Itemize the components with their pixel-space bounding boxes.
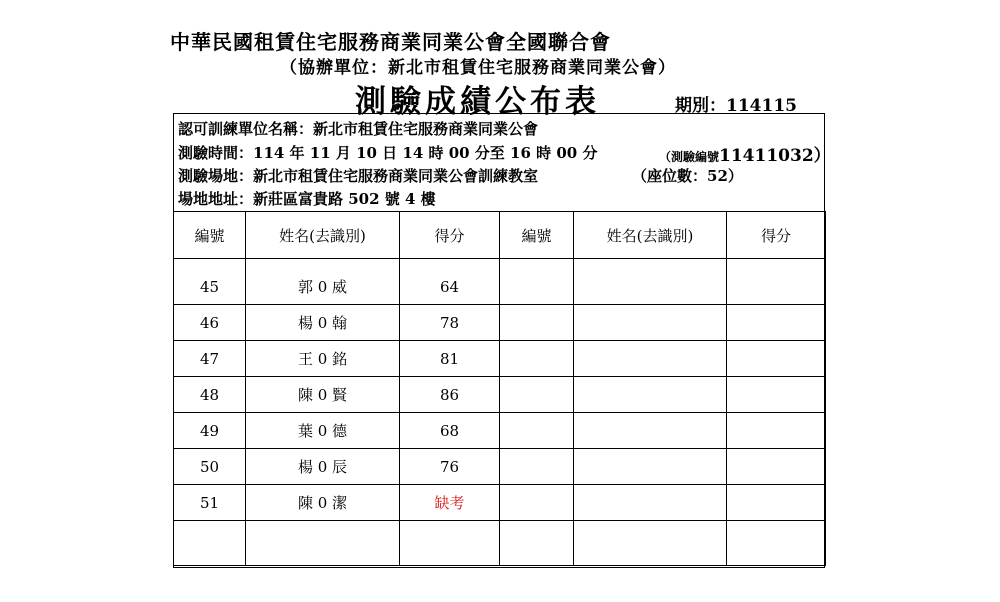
cell-name: 葉 0 德: [246, 413, 400, 449]
exam-time: 測驗時間：114 年 11 月 10 日 14 時 00 分至 16 時 00 分: [178, 144, 598, 162]
cell-empty: [574, 485, 727, 521]
cell-empty: [500, 377, 574, 413]
cell-score: 64: [400, 269, 500, 305]
cell-empty: [727, 341, 826, 377]
cell-empty: [727, 485, 826, 521]
cell-empty: [727, 413, 826, 449]
cell-empty: [174, 521, 246, 566]
cell-empty: [574, 413, 727, 449]
cell-id: 49: [174, 413, 246, 449]
cell-name: 陳 0 潔: [246, 485, 400, 521]
exam-info: [174, 114, 831, 212]
training-unit: 認可訓練單位名稱：新北市租賃住宅服務商業同業公會: [178, 120, 539, 138]
exam-venue: 測驗場地：新北市租賃住宅服務商業同業公會訓練教室: [178, 167, 539, 185]
cell-id: 50: [174, 449, 246, 485]
cell-empty: [400, 521, 500, 566]
cell-id: 45: [174, 269, 246, 305]
exam-number-value: 11411032）: [719, 146, 831, 166]
cell-empty: [727, 305, 826, 341]
venue-address: 場地地址：新莊區富貴路 502 號 4 樓: [178, 190, 436, 208]
cell-score: 86: [400, 377, 500, 413]
cell-score: 68: [400, 413, 500, 449]
cell-empty: [574, 377, 727, 413]
page-title: 測驗成績公布表: [355, 84, 600, 120]
cell-score: 81: [400, 341, 500, 377]
table-row-empty: [174, 521, 826, 566]
col-header-name-2: 姓名(去識別): [574, 212, 727, 259]
cell-empty: [500, 521, 574, 566]
cell-id: 47: [174, 341, 246, 377]
spacer-cell: [727, 259, 826, 270]
cell-score: 78: [400, 305, 500, 341]
table-row: [174, 269, 826, 305]
cell-name: 郭 0 威: [246, 269, 400, 305]
col-header-score-2: 得分: [727, 212, 826, 259]
exam-number: [659, 141, 831, 166]
col-header-id: 編號: [174, 212, 246, 259]
spacer-cell: [400, 259, 500, 270]
cell-empty: [500, 413, 574, 449]
table-header-row: [174, 212, 826, 259]
cell-id: 51: [174, 485, 246, 521]
cell-name: 楊 0 翰: [246, 305, 400, 341]
table-row: [174, 413, 826, 449]
cell-empty: [246, 521, 400, 566]
spacer-cell: [500, 259, 574, 270]
cell-empty: [500, 341, 574, 377]
table-row: [174, 377, 826, 413]
table-row: [174, 305, 826, 341]
cell-empty: [500, 485, 574, 521]
cell-score-absent: 缺考: [400, 485, 500, 521]
seat-count: （座位數：52）: [632, 167, 743, 185]
cell-id: 48: [174, 377, 246, 413]
table-row: [174, 341, 826, 377]
period-label: 期別：114115: [675, 96, 797, 116]
score-sheet: [173, 113, 831, 568]
spacer-cell: [246, 259, 400, 270]
col-header-id-2: 編號: [500, 212, 574, 259]
cell-empty: [727, 521, 826, 566]
spacer-cell: [574, 259, 727, 270]
cell-empty: [500, 449, 574, 485]
cell-empty: [500, 269, 574, 305]
cell-empty: [500, 305, 574, 341]
cell-empty: [574, 269, 727, 305]
exam-number-prefix: （測驗編號: [659, 150, 720, 164]
cell-empty: [727, 269, 826, 305]
cell-empty: [574, 341, 727, 377]
cell-empty: [727, 449, 826, 485]
col-header-name: 姓名(去識別): [246, 212, 400, 259]
spacer-cell: [174, 259, 246, 270]
cell-id: 46: [174, 305, 246, 341]
cell-empty: [727, 377, 826, 413]
organization-name: 中華民國租賃住宅服務商業同業公會全國聯合會: [170, 30, 611, 54]
col-header-score: 得分: [400, 212, 500, 259]
table-row: [174, 485, 826, 521]
score-table: [173, 211, 826, 566]
cell-name: 陳 0 賢: [246, 377, 400, 413]
table-row: [174, 449, 826, 485]
cell-empty: [574, 521, 727, 566]
cell-name: 王 0 銘: [246, 341, 400, 377]
spacer-row: [174, 259, 826, 270]
cell-empty: [574, 449, 727, 485]
cell-name: 楊 0 辰: [246, 449, 400, 485]
co-organizer: （協辦單位：新北市租賃住宅服務商業同業公會）: [280, 58, 676, 78]
cell-score: 76: [400, 449, 500, 485]
cell-empty: [574, 305, 727, 341]
